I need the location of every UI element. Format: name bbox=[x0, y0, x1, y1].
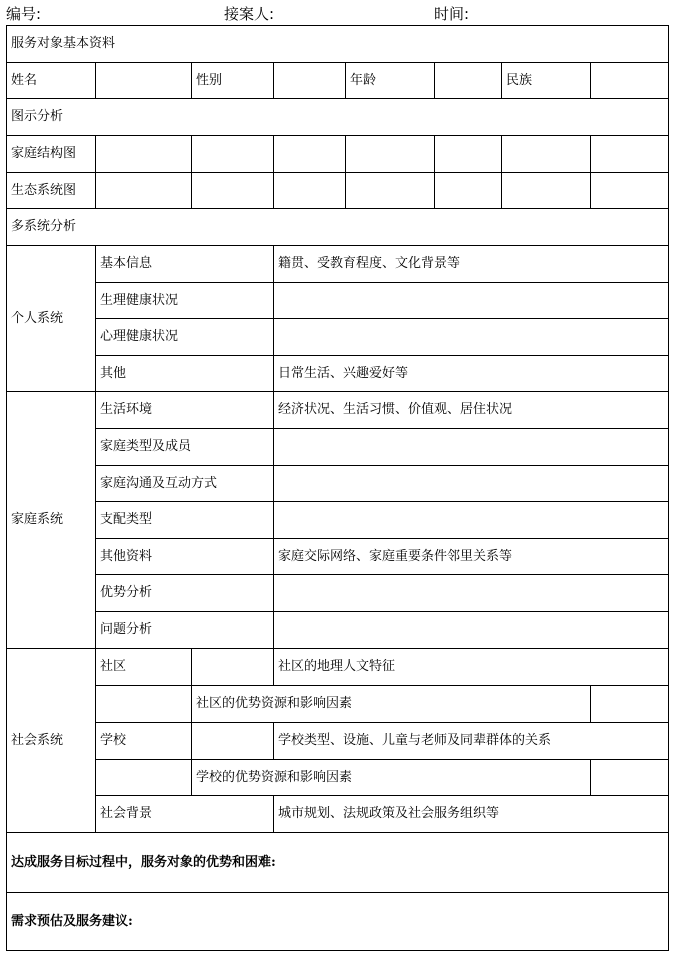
gender-label: 性别 bbox=[192, 63, 274, 99]
community-note: 社区的地理人文特征 bbox=[274, 649, 669, 686]
personal-row-note[interactable] bbox=[274, 319, 669, 356]
time-label: 时间: bbox=[434, 5, 470, 23]
personal-row-label: 其他 bbox=[96, 356, 274, 392]
ecosystem-cell-2[interactable] bbox=[192, 173, 274, 209]
family-structure-cell-1[interactable] bbox=[96, 136, 192, 173]
school-field[interactable] bbox=[192, 723, 274, 760]
ecosystem-cell-1[interactable] bbox=[96, 173, 192, 209]
personal-system-label: 个人系统 bbox=[7, 246, 96, 392]
personal-row-note[interactable]: 日常生活、兴趣爱好等 bbox=[274, 356, 669, 392]
family-structure-cell-5[interactable] bbox=[435, 136, 502, 173]
family-structure-cell-2[interactable] bbox=[192, 136, 274, 173]
school-resources-label: 学校的优势资源和影响因素 bbox=[192, 760, 591, 796]
family-row-label: 家庭类型及成员 bbox=[96, 429, 274, 466]
personal-row-label: 生理健康状况 bbox=[96, 283, 274, 319]
social-background-label: 社会背景 bbox=[96, 796, 274, 833]
family-structure-cell-7[interactable] bbox=[591, 136, 669, 173]
serial-number-label: 编号: bbox=[6, 5, 42, 23]
personal-row-label: 基本信息 bbox=[96, 246, 274, 283]
ecosystem-cell-5[interactable] bbox=[435, 173, 502, 209]
family-row-label: 家庭沟通及互动方式 bbox=[96, 466, 274, 502]
ethnicity-label: 民族 bbox=[502, 63, 591, 99]
ecosystem-cell-3[interactable] bbox=[274, 173, 346, 209]
family-structure-cell-6[interactable] bbox=[502, 136, 591, 173]
family-structure-cell-3[interactable] bbox=[274, 136, 346, 173]
name-field[interactable] bbox=[96, 63, 192, 99]
social-background-note: 城市规划、法规政策及社会服务组织等 bbox=[274, 796, 669, 833]
community-resources-blank[interactable] bbox=[96, 686, 192, 723]
community-field[interactable] bbox=[192, 649, 274, 686]
family-row-note[interactable]: 家庭交际网络、家庭重要条件邻里关系等 bbox=[274, 539, 669, 575]
case-receiver-label: 接案人: bbox=[224, 5, 275, 23]
family-row-note[interactable]: 经济状况、生活习惯、价值观、居住状况 bbox=[274, 392, 669, 429]
family-row-label: 其他资料 bbox=[96, 539, 274, 575]
family-row-label: 支配类型 bbox=[96, 502, 274, 539]
family-row-note[interactable] bbox=[274, 466, 669, 502]
family-row-label: 生活环境 bbox=[96, 392, 274, 429]
form-header bbox=[0, 0, 674, 24]
multi-system-section-title: 多系统分析 bbox=[7, 209, 669, 246]
community-resources-label: 社区的优势资源和影响因素 bbox=[192, 686, 591, 723]
family-row-note[interactable] bbox=[274, 575, 669, 612]
family-system-label: 家庭系统 bbox=[7, 392, 96, 649]
ecosystem-cell-6[interactable] bbox=[502, 173, 591, 209]
age-field[interactable] bbox=[435, 63, 502, 99]
ethnicity-field[interactable] bbox=[591, 63, 669, 99]
gender-field[interactable] bbox=[274, 63, 346, 99]
personal-row-note[interactable] bbox=[274, 283, 669, 319]
family-structure-label: 家庭结构图 bbox=[7, 136, 96, 173]
school-resources-blank[interactable] bbox=[96, 760, 192, 796]
ecosystem-cell-7[interactable] bbox=[591, 173, 669, 209]
family-row-note[interactable] bbox=[274, 502, 669, 539]
ecosystem-cell-4[interactable] bbox=[346, 173, 435, 209]
personal-row-note[interactable]: 籍贯、受教育程度、文化背景等 bbox=[274, 246, 669, 283]
family-row-note[interactable] bbox=[274, 612, 669, 649]
school-label: 学校 bbox=[96, 723, 192, 760]
diagram-analysis-section-title: 图示分析 bbox=[7, 99, 669, 136]
community-label: 社区 bbox=[96, 649, 192, 686]
school-note: 学校类型、设施、儿童与老师及同辈群体的关系 bbox=[274, 723, 669, 760]
family-row-label: 优势分析 bbox=[96, 575, 274, 612]
community-resources-field[interactable] bbox=[591, 686, 669, 723]
assessment-form-table bbox=[6, 25, 669, 951]
age-label: 年龄 bbox=[346, 63, 435, 99]
strengths-difficulties-field[interactable]: 达成服务目标过程中，服务对象的优势和困难: bbox=[7, 833, 669, 893]
personal-row-label: 心理健康状况 bbox=[96, 319, 274, 356]
basic-info-section-title: 服务对象基本资料 bbox=[7, 26, 669, 63]
school-resources-field[interactable] bbox=[591, 760, 669, 796]
family-row-label: 问题分析 bbox=[96, 612, 274, 649]
social-system-label: 社会系统 bbox=[7, 649, 96, 833]
name-label: 姓名 bbox=[7, 63, 96, 99]
family-structure-cell-4[interactable] bbox=[346, 136, 435, 173]
ecosystem-label: 生态系统图 bbox=[7, 173, 96, 209]
family-row-note[interactable] bbox=[274, 429, 669, 466]
needs-assessment-field[interactable]: 需求预估及服务建议: bbox=[7, 893, 669, 951]
